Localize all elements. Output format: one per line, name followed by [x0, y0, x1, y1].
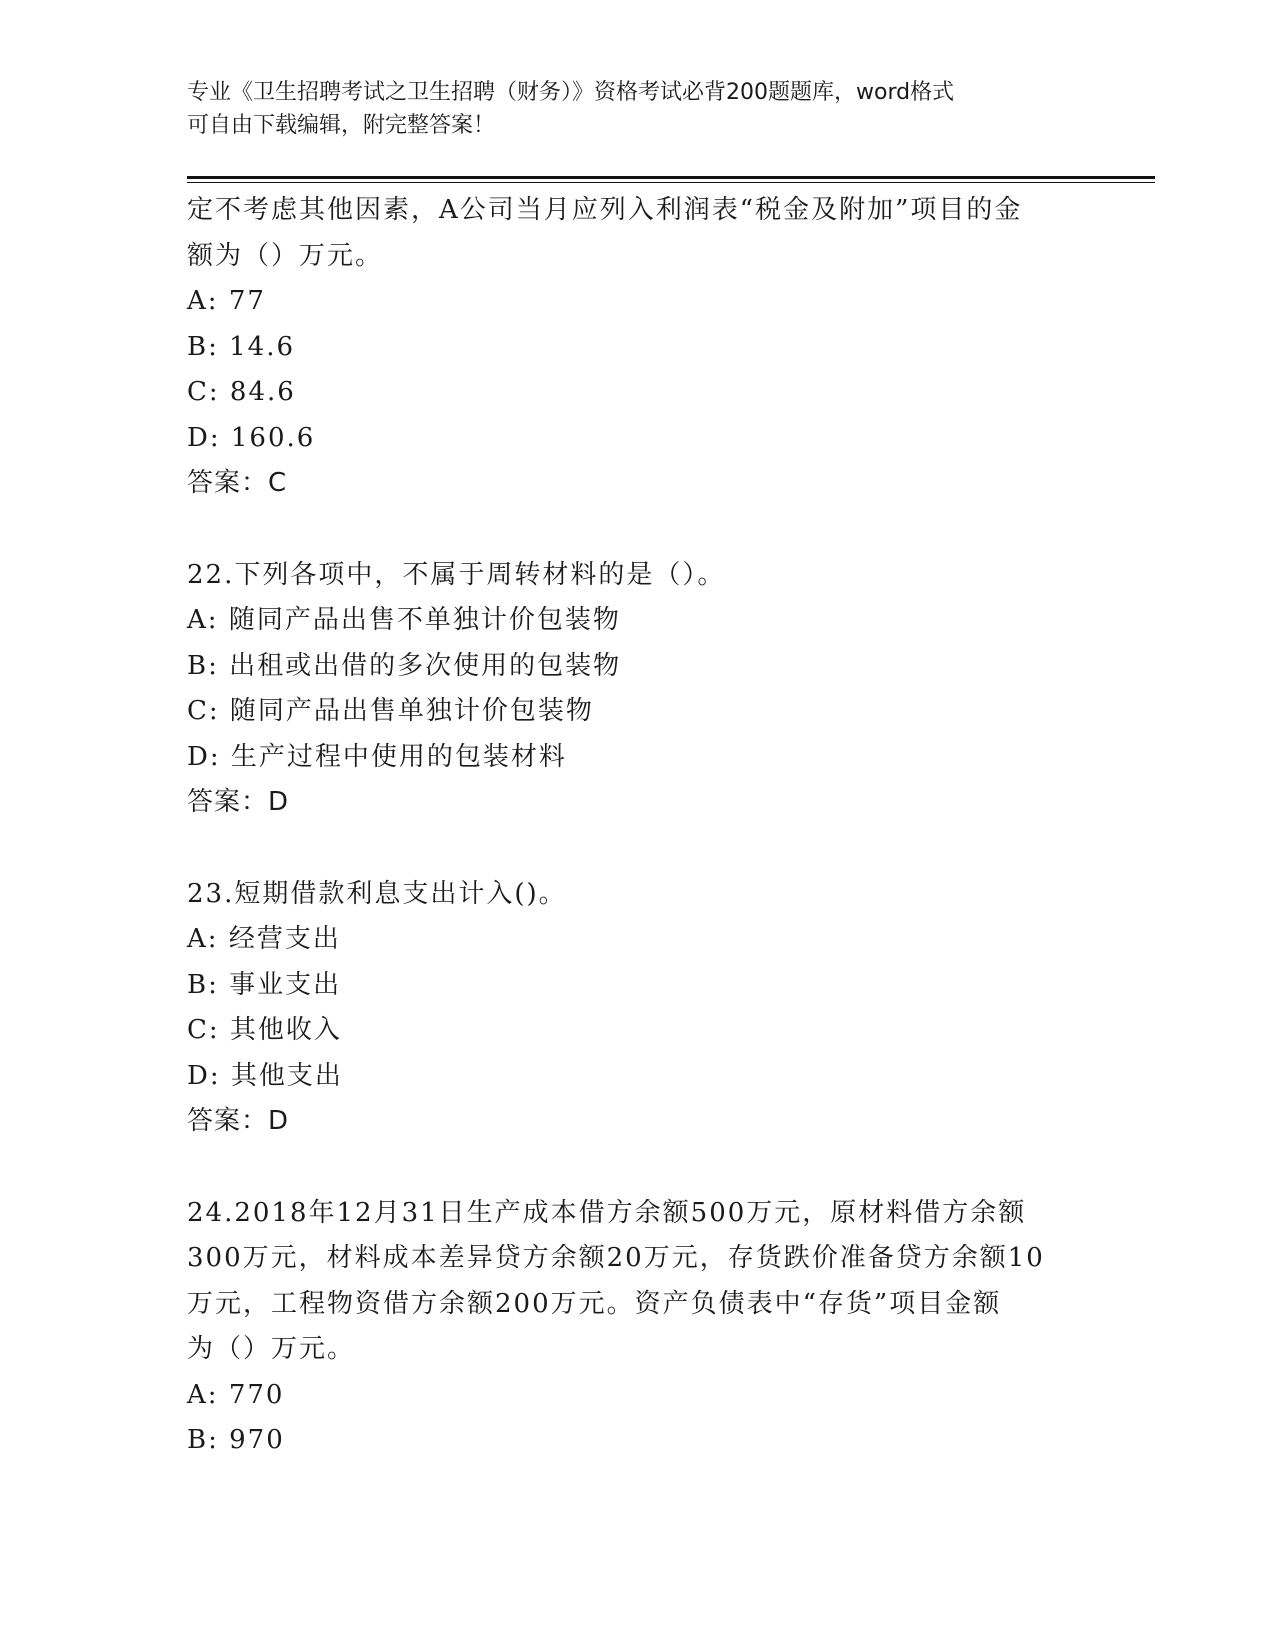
option-text: 经营支出 — [228, 924, 341, 954]
question-stem: 定不考虑其他因素，A公司当月应列入利润表“税金及附加”项目的金 — [187, 195, 1023, 225]
option-a — [187, 1373, 1087, 1419]
header-line-1: 专业《卫生招聘考试之卫生招聘（财务）》资格考试必背200题题库，word格式 — [187, 80, 955, 105]
option-key: C: — [187, 1015, 220, 1045]
option-key: A: — [187, 286, 219, 316]
answer: 答案：C — [187, 468, 288, 498]
option-key: C: — [187, 377, 220, 407]
option-key: B: — [187, 650, 219, 681]
document-header — [187, 76, 1087, 142]
option-key: A: — [187, 924, 219, 954]
option-key: A: — [187, 1379, 219, 1410]
option-c — [187, 1008, 1087, 1054]
question-22 — [187, 553, 1087, 826]
option-text: 随同产品出售不单独计价包装物 — [228, 605, 621, 635]
option-key: D: — [187, 422, 221, 453]
option-c — [187, 689, 1087, 735]
option-key: B: — [187, 1425, 219, 1455]
question-list — [187, 188, 1087, 1464]
question-stem: 23.短期借款利息支出计入()。 — [187, 878, 567, 909]
option-d — [187, 1054, 1087, 1100]
option-text: 14.6 — [229, 331, 296, 362]
option-c — [187, 370, 1087, 416]
option-text: 出租或出借的多次使用的包装物 — [229, 650, 622, 681]
option-text: 事业支出 — [229, 969, 342, 1000]
option-d — [187, 416, 1087, 462]
question-stem: 额为（）万元。 — [187, 240, 384, 271]
option-b — [187, 644, 1087, 690]
question-stem: 22.下列各项中，不属于周转材料的是（）。 — [187, 559, 726, 590]
option-key: B: — [187, 969, 219, 1000]
header-divider-thick — [187, 176, 1155, 179]
option-a — [187, 279, 1087, 325]
option-text: 随同产品出售单独计价包装物 — [229, 696, 594, 726]
option-text: 84.6 — [229, 377, 296, 407]
option-a — [187, 917, 1087, 963]
option-key: A: — [187, 605, 219, 635]
question-stem: 万元，工程物资借方余额200万元。资产负债表中“存货”项目金额 — [187, 1288, 1002, 1319]
option-text: 77 — [228, 286, 266, 316]
question-23 — [187, 872, 1087, 1145]
option-text: 770 — [228, 1379, 285, 1410]
question-stem: 300万元，材料成本差异贷方余额20万元，存货跌价准备贷方余额10 — [187, 1243, 1045, 1273]
answer: 答案：D — [187, 1106, 290, 1136]
option-text: 其他支出 — [230, 1060, 343, 1091]
option-d — [187, 735, 1087, 781]
question-24 — [187, 1191, 1087, 1464]
header-line-2: 可自由下载编辑，附完整答案！ — [187, 113, 496, 138]
option-text: 生产过程中使用的包装材料 — [230, 741, 567, 772]
option-key: B: — [187, 331, 219, 362]
answer: 答案：D — [187, 787, 290, 817]
option-b — [187, 1418, 1087, 1464]
question-stem: 为（）万元。 — [187, 1334, 356, 1364]
header-divider-thin — [187, 182, 1155, 183]
option-a — [187, 598, 1087, 644]
option-key: D: — [187, 741, 221, 772]
question-stem: 24.2018年12月31日生产成本借方余额500万元，原材料借方余额 — [187, 1197, 1027, 1228]
question-21 — [187, 188, 1087, 507]
option-text: 970 — [229, 1425, 285, 1455]
option-text: 160.6 — [230, 422, 316, 453]
option-b — [187, 325, 1087, 371]
option-b — [187, 963, 1087, 1009]
option-key: D: — [187, 1060, 221, 1091]
option-key: C: — [187, 696, 220, 726]
option-text: 其他收入 — [229, 1015, 342, 1045]
